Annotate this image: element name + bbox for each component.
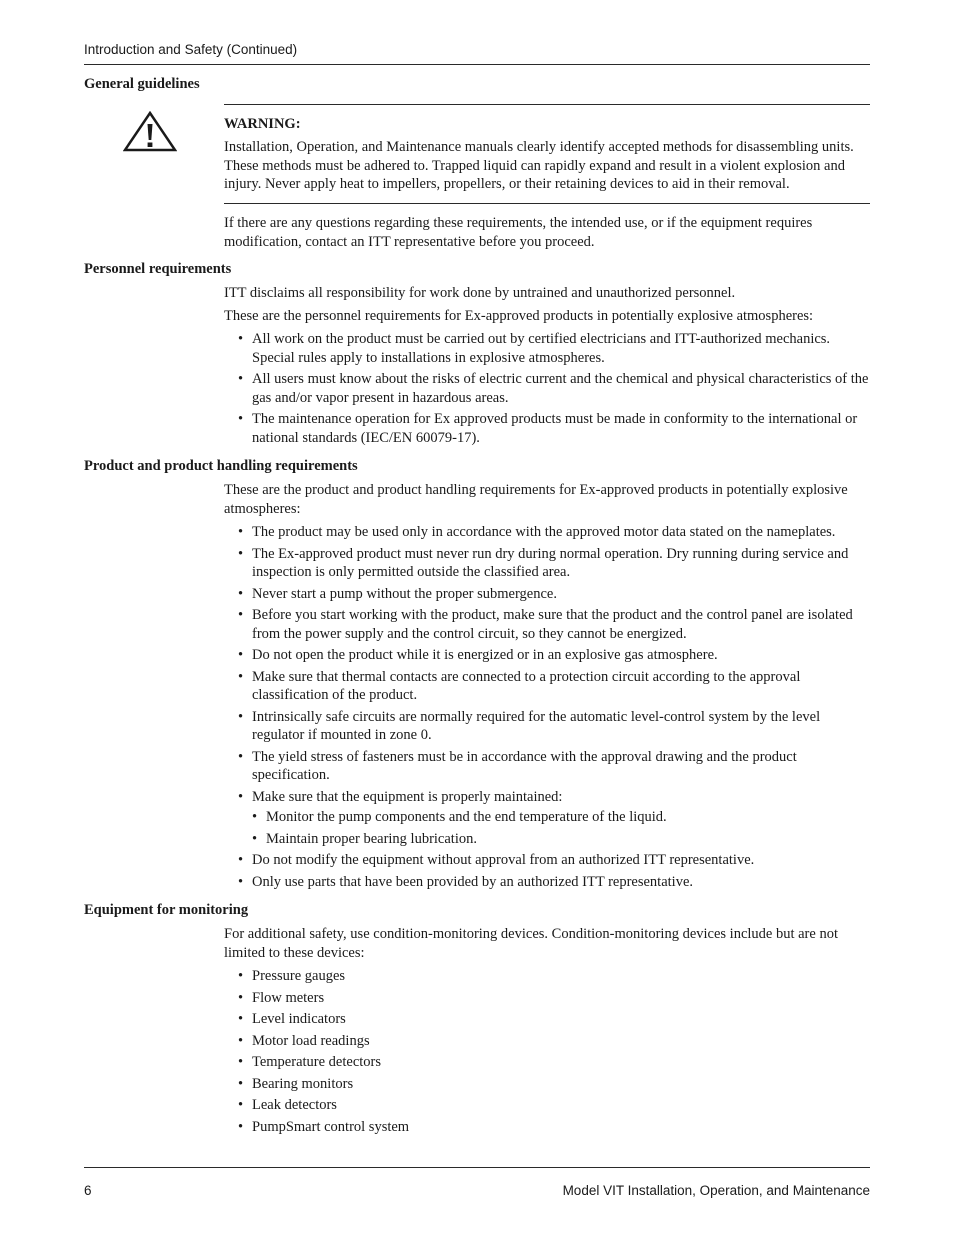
section-heading-monitoring: Equipment for monitoring xyxy=(84,902,249,918)
warning-bottom-rule xyxy=(224,203,870,204)
list-item: • Temperature detectors xyxy=(238,1053,870,1072)
personnel-paragraph-1: ITT disclaims all responsibility for work done by untrained and unauthorized personnel. xyxy=(224,285,736,301)
list-item: • Pressure gauges xyxy=(238,967,870,986)
list-item: • All users must know about the risks of electric current and the chemical and physical characteristics of the gas and/or vapor present in hazardous areas. xyxy=(238,370,870,407)
list-item: • Level indicators xyxy=(238,1010,870,1029)
list-item: • The Ex-approved product must never run dry during normal operation. Dry running during service and inspection is only permitted outside the classified area. xyxy=(238,545,870,582)
general-paragraph: If there are any questions regarding these requirements, the intended use, or if the equipment requires modification, contact an ITT representative before you proceed. xyxy=(224,215,813,250)
product-paragraph: These are the product and product handling requirements for Ex-approved products in potentially explosive atmospheres: xyxy=(224,482,848,517)
monitoring-list xyxy=(238,967,870,1139)
warning-text: Installation, Operation, and Maintenance manuals clearly identify accepted methods for disassembling units. These methods must be adhered to. Trapped liquid can rapidly expand and result in a violent explosion and injury. Never apply heat to impellers, propellers, or their retaining devices to aid in their removal. xyxy=(224,139,854,192)
warning-triangle-icon xyxy=(123,111,177,153)
list-item: • Make sure that thermal contacts are connected to a protection circuit according to the approval classification of the product. xyxy=(238,668,870,705)
list-item: • Do not open the product while it is energized or in an explosive gas atmosphere. xyxy=(238,646,870,665)
warning-top-rule xyxy=(224,104,870,105)
sub-list-item: • Monitor the pump components and the end temperature of the liquid. xyxy=(252,808,870,827)
list-item: • Intrinsically safe circuits are normally required for the automatic level-control system by the level regulator if mounted in zone 0. xyxy=(238,708,870,745)
sub-list-item: • Maintain proper bearing lubrication. xyxy=(252,830,870,849)
section-heading-general: General guidelines xyxy=(84,76,200,92)
list-item-label: Make sure that the equipment is properly maintained: xyxy=(252,788,563,805)
warning-label: WARNING: xyxy=(224,116,301,132)
section-heading-product: Product and product handling requirements xyxy=(84,458,358,474)
footer-rule xyxy=(84,1167,870,1168)
list-item: • Never start a pump without the proper submergence. xyxy=(238,585,870,604)
list-item: • The maintenance operation for Ex approved products must be made in conformity to the international or national standards (IEC/EN 60079-17). xyxy=(238,410,870,447)
list-item: • Only use parts that have been provided by an authorized ITT representative. xyxy=(238,873,870,892)
list-item: • The product may be used only in accordance with the approved motor data stated on the nameplates. xyxy=(238,523,870,542)
list-item-maintenance xyxy=(238,788,870,849)
maintenance-sub-list xyxy=(252,808,870,848)
list-item: • The yield stress of fasteners must be in accordance with the approval drawing and the product specification. xyxy=(238,748,870,785)
list-item: • Before you start working with the product, make sure that the product and the control panel are isolated from the power supply and the control circuit, so they cannot be energized. xyxy=(238,606,870,643)
personnel-paragraph-2: These are the personnel requirements for Ex-approved products in potentially explosive atmospheres: xyxy=(224,308,814,324)
section-heading-personnel: Personnel requirements xyxy=(84,261,232,277)
list-item: • Motor load readings xyxy=(238,1032,870,1051)
list-item: • Do not modify the equipment without approval from an authorized ITT representative. xyxy=(238,851,870,870)
list-item: • Flow meters xyxy=(238,989,870,1008)
personnel-list xyxy=(238,330,870,450)
list-item: • All work on the product must be carried out by certified electricians and ITT-authorized mechanics. Special rules apply to installations in explosive atmospheres. xyxy=(238,330,870,367)
header-rule xyxy=(84,64,870,65)
product-list xyxy=(238,523,870,894)
page-number: 6 xyxy=(84,1183,92,1198)
list-item: • Leak detectors xyxy=(238,1096,870,1115)
monitoring-paragraph: For additional safety, use condition-monitoring devices. Condition-monitoring devices include but are not limited to these devices: xyxy=(224,926,838,961)
footer-document-title: Model VIT Installation, Operation, and Maintenance xyxy=(562,1183,870,1198)
list-item: • Bearing monitors xyxy=(238,1075,870,1094)
list-item: • PumpSmart control system xyxy=(238,1118,870,1137)
running-header: Introduction and Safety (Continued) xyxy=(84,42,298,57)
